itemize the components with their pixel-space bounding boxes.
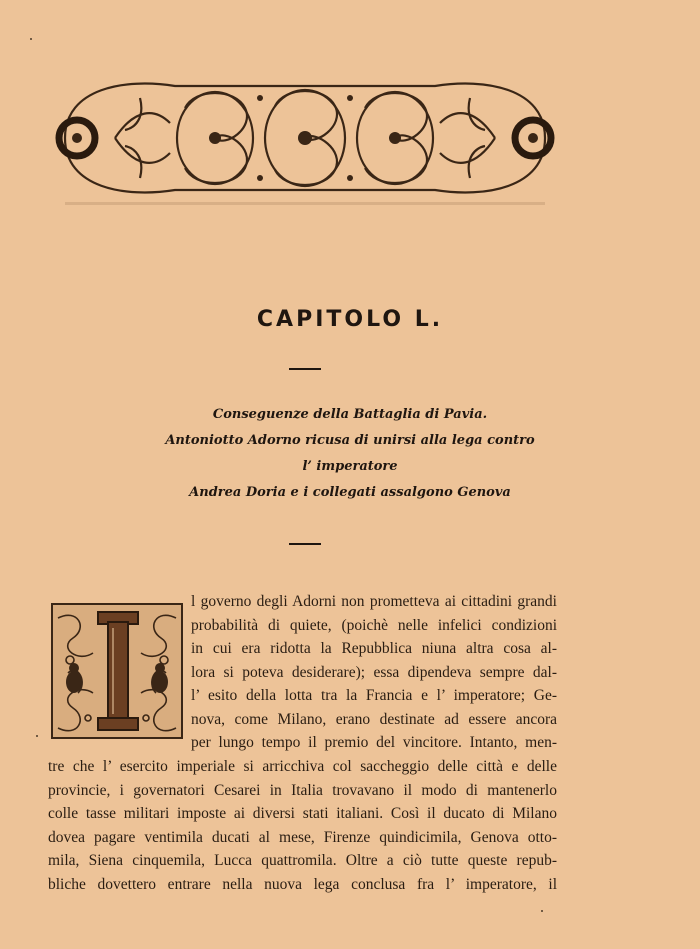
- paragraph-indented: [191, 590, 557, 755]
- decorative-headpiece: [45, 68, 565, 208]
- divider-rule: [289, 368, 321, 370]
- paragraph-full: [48, 755, 557, 896]
- summary-line: Conseguenze della Battaglia di Pavia.: [212, 407, 488, 422]
- chapter-summary: [0, 402, 700, 506]
- summary-line: Andrea Doria e i collegati assalgono Genova: [189, 485, 511, 500]
- paper-speck: [30, 38, 32, 40]
- text-line: mila, Siena cinquemila, Lucca quattromila. Oltre a ciò tutte queste repub-: [48, 852, 557, 869]
- text-line: dovea pagare ventimila ducati al mese, Firenze quindicimila, Genova otto-: [48, 828, 557, 846]
- summary-line: Antoniotto Adorno ricusa di unirsi alla lega contro: [165, 433, 535, 448]
- divider-rule: [289, 543, 321, 545]
- text-line: l’ esito della lotta tra la Francia e l’ imperatore; Ge-: [191, 687, 557, 704]
- text-line: colle tasse militari imposte ai diversi stati italiani. Così il ducato di Milano: [48, 805, 557, 822]
- decorated-initial: [48, 598, 186, 744]
- text-line: lora si poteva desiderare); essa dipendeva sempre dal-: [191, 663, 557, 681]
- chapter-title: CAPITOLO L.: [256, 307, 444, 332]
- text-line: provincie, i governatori Cesarei in Italia trovavano il modo di mantenerlo: [48, 781, 557, 799]
- text-line: tre che l’ esercito imperiale si arricchiva col saccheggio delle città e delle: [48, 758, 557, 775]
- paper-speck: [36, 735, 38, 737]
- text-line: bliche dovettero entrare nella nuova lega conclusa fra l’ imperatore, il: [48, 875, 557, 893]
- paper-speck: [541, 910, 543, 912]
- text-line: nova, come Milano, erano destinate ad essere ancora: [191, 710, 557, 728]
- text-line: per lungo tempo il premio del vincitore. Intanto, men-: [191, 734, 557, 751]
- text-line: in cui era ridotta la Repubblica niuna altra cosa al-: [191, 640, 557, 657]
- text-line: probabilità di quiete, (poichè nelle infelici condizioni: [191, 616, 557, 634]
- summary-line: l’ imperatore: [302, 459, 398, 474]
- text-line: l governo degli Adorni non prometteva ai cittadini grandi: [191, 593, 557, 610]
